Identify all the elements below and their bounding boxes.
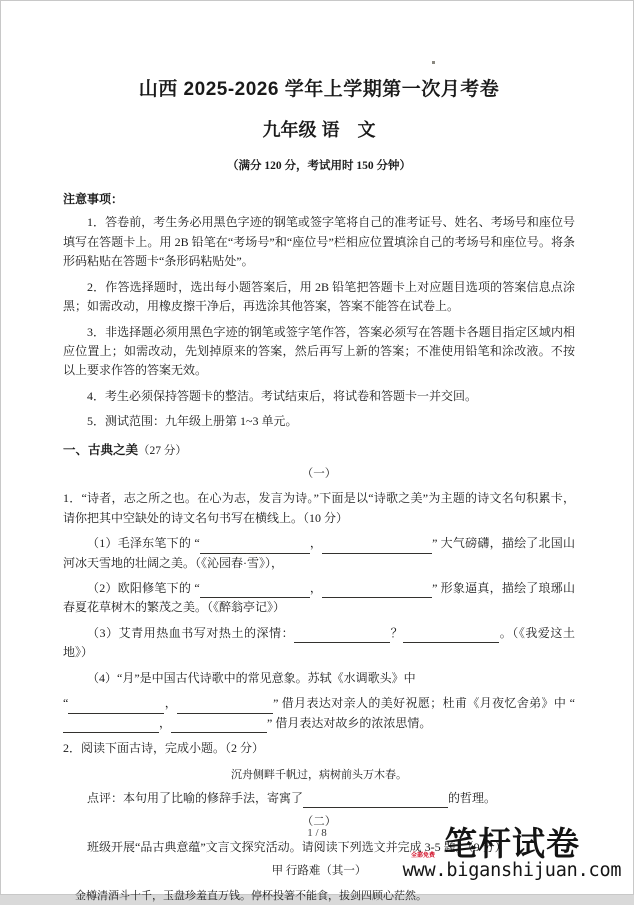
notice-item-4: 4．考生必须保持答题卡的整洁。考试结束后，将试卷和答题卡一并交回。 bbox=[87, 388, 478, 403]
notice-heading: 注意事项： bbox=[63, 192, 124, 207]
q2-comment-lead: 点评：本句用了比喻的修辞手法，寄寓了 bbox=[87, 791, 304, 805]
answer-blank[interactable] bbox=[200, 541, 310, 554]
question-1-item-1 bbox=[63, 528, 575, 573]
answer-blank[interactable] bbox=[294, 630, 390, 643]
page-content bbox=[63, 1, 575, 905]
q1-4-mid-1: ， bbox=[164, 696, 178, 711]
q2-comment-tail: 的哲理。 bbox=[448, 791, 497, 805]
answer-blank[interactable] bbox=[171, 720, 267, 733]
section-one-title: 一、古典之美 bbox=[63, 442, 139, 457]
question-1-item-4-lead: （4）“月”是中国古代诗歌中的常见意象。苏轼《水调歌头》中 bbox=[87, 670, 416, 685]
question-1-item-4-blanks bbox=[63, 688, 575, 733]
section-one-heading bbox=[63, 432, 575, 460]
group-one-label: （一） bbox=[301, 468, 337, 480]
notice-item-5: 5．测试范围：九年级上册第 1~3 单元。 bbox=[87, 414, 298, 429]
watermark-brand: 笔杆试卷 bbox=[444, 823, 580, 863]
answer-blank[interactable] bbox=[200, 585, 310, 598]
passage-title: 甲 行路难（其一） bbox=[271, 865, 367, 878]
q1-1-mid: ， bbox=[309, 536, 323, 551]
question-3-intro: 班级开展“品古典意蕴”文言文探究活动。请阅读下列选文并完成 3-5 题。（9 分） bbox=[87, 839, 507, 854]
notice-item-2: 2．作答选择题时，选出每小题答案后，用 2B 铅笔把答题卡上对应题目选项的答案信息点涂黑；如需改动，用橡皮擦干净后，再选涂其他答案，答案不能答在试卷上。 bbox=[63, 279, 575, 314]
answer-blank[interactable] bbox=[403, 630, 499, 643]
answer-blank[interactable] bbox=[177, 701, 273, 714]
answer-blank[interactable] bbox=[322, 585, 432, 598]
page-title: 山西 2025-2026 学年上学期第一次月考卷 bbox=[138, 79, 500, 100]
q1-2-tail: ” 形象逼真，描绘了琅琊山春夏花草树木的繁茂之美。（《醉翁亭记》） bbox=[63, 581, 576, 615]
answer-blank[interactable] bbox=[63, 720, 159, 733]
question-2-stem: 2．阅读下面古诗，完成小题。（2 分） bbox=[63, 741, 265, 756]
question-1-stem: 1．“诗者，志之所之也。在心为志，发言为诗。”下面是以“诗歌之美”为主题的诗文名句积累卡，请你把其中空缺处的诗文名句书写在横线上。（10 分） bbox=[63, 491, 575, 525]
q1-4-tail-2: ” 借月表达对故乡的浓浓思情。 bbox=[267, 715, 432, 730]
q1-2-lead: （2）欧阳修笔下的 “ bbox=[87, 581, 200, 595]
question-2-comment bbox=[63, 783, 575, 808]
q1-4-mid-2: ， bbox=[159, 715, 172, 730]
question-1-item-3 bbox=[63, 618, 575, 663]
q1-3-mid: ？ bbox=[390, 625, 404, 640]
question-1-item-2 bbox=[63, 573, 575, 618]
q1-2-mid: ， bbox=[309, 581, 323, 595]
exam-meta: （满分 120 分，考试用时 150 分钟） bbox=[227, 160, 411, 173]
q1-4-open: “ bbox=[63, 696, 69, 711]
watermark bbox=[399, 823, 625, 881]
answer-blank[interactable] bbox=[303, 795, 448, 808]
q1-4-tail-1: ” 借月表达对亲人的美好祝愿；杜甫《月夜忆舍弟》中 “ bbox=[273, 696, 575, 711]
q1-3-tail: 。（《我爱这土地》） bbox=[63, 625, 575, 660]
page-subtitle: 九年级 语 文 bbox=[262, 119, 376, 140]
notice-item-1: 1．答卷前，考生务必用黑色字迹的钢笔或签字笔将自己的准考证号、姓名、考场号和座位号填写在答题卡上。用 2B 铅笔在“考场号”和“座位号”栏相应位置填涂自己的考场号和座位号。将条形码粘贴在答题卡“条形码粘贴处”。 bbox=[63, 215, 575, 269]
section-one-score: （27 分） bbox=[138, 444, 187, 457]
answer-blank[interactable] bbox=[322, 541, 432, 554]
q1-3-lead: （3）艾青用热血书写对热土的深情： bbox=[87, 625, 295, 640]
watermark-url: www.biganshijuan.com bbox=[402, 859, 622, 881]
q1-1-lead: （1）毛泽东笔下的 “ bbox=[87, 536, 200, 551]
passage-line: 金樽清酒斗十千，玉盘珍羞直万钱。停杯投箸不能食，拔剑四顾心茫然。 bbox=[75, 889, 427, 903]
watermark-free-tag: 全部免费 bbox=[411, 852, 436, 859]
group-two-label: （二） bbox=[301, 816, 337, 829]
page-number: 1 / 8 bbox=[307, 827, 327, 839]
answer-blank[interactable] bbox=[68, 701, 164, 714]
notice-item-3: 3．非选择题必须用黑色字迹的钢笔或签字笔作答，答案必须写在答题卡各题目指定区域内相应位置上；如需改动，先划掉原来的答案，然后再写上新的答案；不准使用铅笔和涂改液。不按以上要求作答的答案无效。 bbox=[63, 324, 575, 378]
question-2-poem: 沉舟侧畔千帆过，病树前头万木春。 bbox=[231, 767, 407, 781]
q1-1-tail: ” 大气磅礴，描绘了北国山河冰天雪地的壮阔之美。（《沁园春·雪》）， bbox=[63, 536, 576, 570]
